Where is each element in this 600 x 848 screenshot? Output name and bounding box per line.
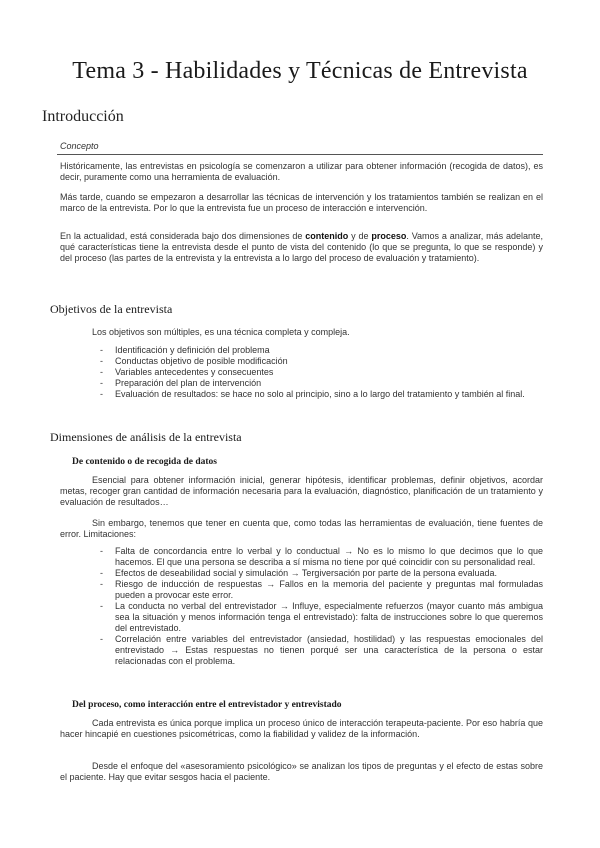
bold-contenido: contenido [305, 231, 349, 241]
content-paragraph-2: Sin embargo, tenemos que tener en cuenta que, como todas las herramientas de evaluación, tiene fuentes de error. Limitaciones: [60, 518, 543, 539]
section-heading-introduccion: Introducción [42, 108, 124, 125]
section-heading-objetivos: Objetivos de la entrevista [50, 302, 173, 316]
intro-paragraph-3: En la actualidad, está considerada bajo dos dimensiones de contenido y de proceso. Vamos a analizar, más adelante, qué características tiene la entrevista desde el punto de vista del contenido (lo que se pregunta, lo que se responde) y del proceso (las partes de la entrevista y la entrevista a lo largo del proceso de evaluación y tratamiento). [60, 231, 543, 263]
process-paragraph-1: Cada entrevista es única porque implica un proceso único de interacción terapeuta-paciente. Por eso habría que hacer hincapié en cuestiones psicométricas, como la fiabilidad y validez de la información. [60, 718, 543, 739]
list-item: - Identificación y definición del problema [100, 345, 270, 355]
list-item: - La conducta no verbal del entrevistador → Influye, especialmente refuerzos (mayor cuanto más ambigua sea la situación y menos información tenga el entrevistado): falta de instrucciones sobre lo que queremos del entrevistado. [100, 601, 543, 633]
page-title: Tema 3 - Habilidades y Técnicas de Entrevista [72, 58, 528, 84]
bold-proceso: proceso [371, 231, 407, 241]
list-item: - Preparación del plan de intervención [100, 378, 262, 388]
objectives-intro: Los objetivos son múltiples, es una técnica completa y compleja. [92, 327, 350, 337]
intro-paragraph-1: Históricamente, las entrevistas en psicología se comenzaron a utilizar para obtener información (recogida de datos), es decir, puramente como una herramienta de evaluación. [60, 161, 543, 182]
section-heading-dimensiones: Dimensiones de análisis de la entrevista [50, 430, 242, 444]
content-paragraph-1: Esencial para obtener información inicial, generar hipótesis, identificar problemas, definir objetivos, acordar metas, recoger gran cantidad de información necesaria para la evaluación, diagnóstico, planificación de un tratamiento y evaluación de resultados… [60, 475, 543, 507]
process-paragraph-2: Desde el enfoque del «asesoramiento psicológico» se analizan los tipos de preguntas y el efecto de estas sobre el paciente. Hay que evitar sesgos hacia el paciente. [60, 761, 543, 782]
subheading-proceso: Del proceso, como interacción entre el entrevistador y entrevistado [72, 700, 342, 710]
objectives-list [100, 345, 543, 400]
list-item: - Variables antecedentes y consecuentes [100, 367, 274, 377]
list-item: - Falta de concordancia entre lo verbal y lo conductual → No es lo mismo lo que decimos que lo que hacemos. El que una persona se describa a sí misma no tiene por qué coincidir con su personalidad real. [100, 546, 543, 567]
intro-paragraph-2: Más tarde, cuando se empezaron a desarrollar las técnicas de intervención y los tratamientos también se realizan en el marco de la entrevista. Por lo que la entrevista fue un proceso de interacción e intervención. [60, 192, 543, 213]
list-item: - Efectos de deseabilidad social y simulación → Tergiversación por parte de la persona evaluada. [100, 568, 498, 578]
list-item: - Evaluación de resultados: se hace no solo al principio, sino a lo largo del tratamiento y también al final. [100, 389, 525, 399]
concept-label: Concepto [60, 141, 99, 151]
concept-divider [57, 154, 543, 155]
list-item: - Correlación entre variables del entrevistador (ansiedad, hostilidad) y las respuestas emocionales del entrevistado → Estas respuestas no tienen porqué ser una característica de la persona o estar relacionadas con el problema. [100, 634, 543, 666]
list-item: - Conductas objetivo de posible modificación [100, 356, 288, 366]
limitations-list [100, 546, 543, 667]
list-item: - Riesgo de inducción de respuestas → Fallos en la memoria del paciente y preguntas mal formuladas pueden a provocar este error. [100, 579, 543, 600]
subheading-contenido: De contenido o de recogida de datos [72, 457, 217, 467]
